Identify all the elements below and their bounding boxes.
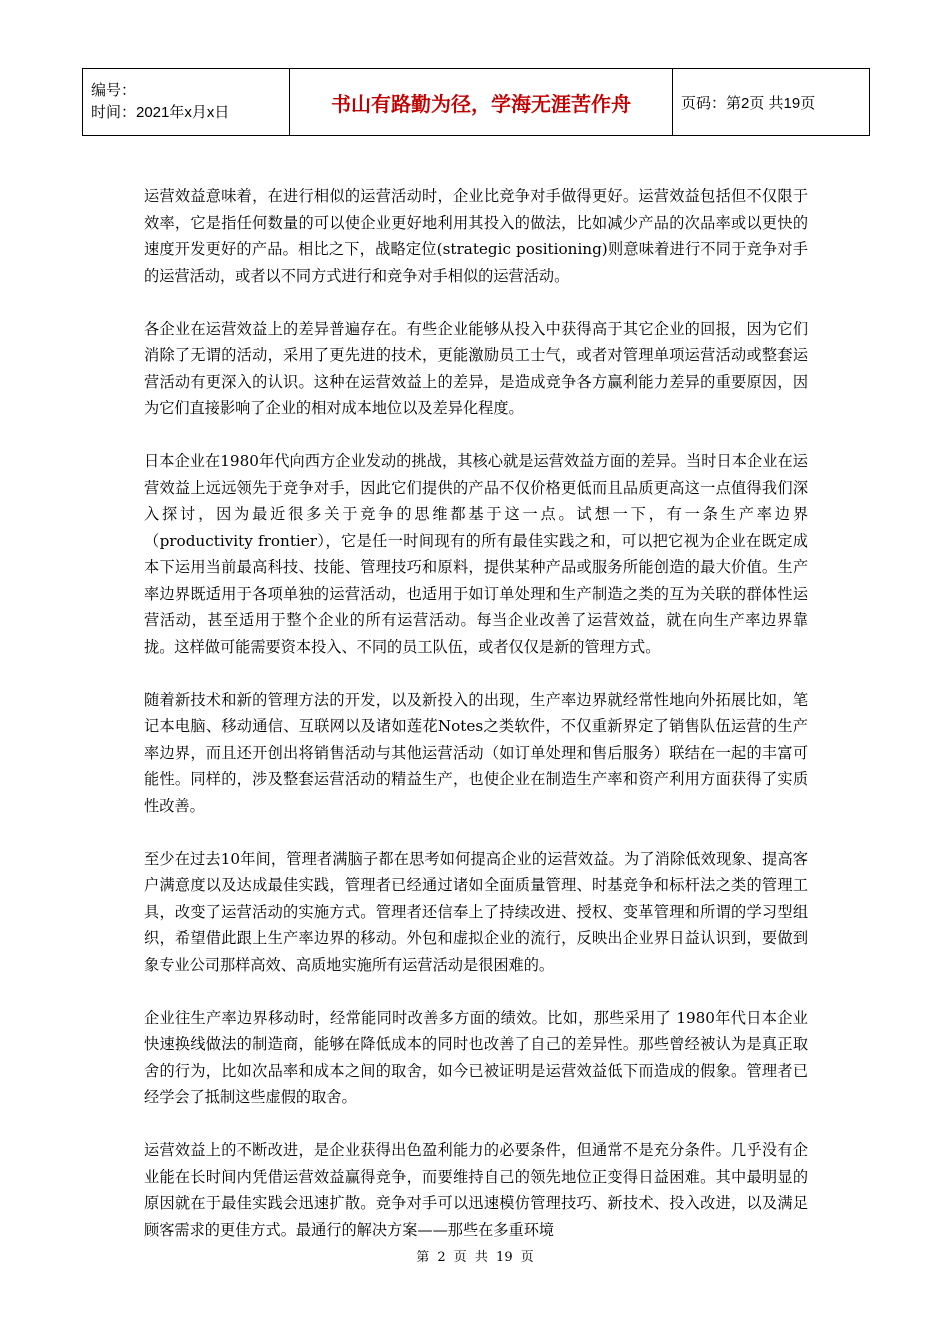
paragraph: 随着新技术和新的管理方法的开发，以及新投入的出现，生产率边界就经常性地向外拓展比如，笔记本电脑、移动通信、互联网以及诸如莲花Notes之类软件，不仅重新界定了销售队伍运营的生产率边界，而且还开创出将销售活动与其他运营活动（如订单处理和售后服务）联结在一起的丰富可能性。同样的，涉及整套运营活动的精益生产，也使企业在制造生产率和资产利用方面获得了实质性改善。 bbox=[144, 690, 808, 815]
paragraph: 各企业在运营效益上的差异普遍存在。有些企业能够从投入中获得高于其它企业的回报，因为它们消除了无谓的活动，采用了更先进的技术，更能激励员工士气，或者对管理单项运营活动或整套运营活动有更深入的认识。这种在运营效益上的差异，是造成竞争各方赢利能力差异的重要原因，因为它们直接影响了企业的相对成本地位以及差异化程度。 bbox=[144, 319, 808, 417]
header-meta-cell bbox=[83, 69, 290, 136]
page-footer: 第 2 页 共 19 页 bbox=[416, 1250, 534, 1265]
document-body bbox=[144, 183, 808, 1270]
header-motto: 书山有路勤为径，学海无涯苦作舟 bbox=[290, 69, 673, 136]
document-header bbox=[82, 68, 870, 136]
document-number-label: 编号： bbox=[91, 82, 137, 99]
header-page-info: 页码：第2页 共19页 bbox=[673, 69, 870, 136]
paragraph: 运营效益意味着，在进行相似的运营活动时，企业比竞争对手做得更好。运营效益包括但不仅限于效率，它是指任何数量的可以使企业更好地利用其投入的做法，比如减少产品的次品率或以更快的速度开发更好的产品。相比之下，战略定位(strategic positioning)则意味着进行不同于竞争对手的运营活动，或者以不同方式进行和竞争对手相似的运营活动。 bbox=[144, 187, 808, 285]
paragraph: 运营效益上的不断改进，是企业获得出色盈利能力的必要条件，但通常不是充分条件。几乎没有企业能在长时间内凭借运营效益赢得竞争，而要维持自己的领先地位正变得日益困难。其中最明显的原因就在于最佳实践会迅速扩散。竞争对手可以迅速模仿管理技巧、新技术、投入改进，以及满足顾客需求的更佳方式。最通行的解决方案——那些在多重环境 bbox=[144, 1141, 808, 1239]
document-time-label: 时间：2021年x月x日 bbox=[91, 104, 230, 121]
paragraph: 日本企业在1980年代向西方企业发动的挑战，其核心就是运营效益方面的差异。当时日本企业在运营效益上远远领先于竞争对手，因此它们提供的产品不仅价格更低而且品质更高这一点值得我们深入探讨，因为最近很多关于竞争的思维都基于这一点。试想一下，有一条生产率边界（productivity frontier），它是任一时间现有的所有最佳实践之和，可以把它视为企业在既定成本下运用当前最高科技、技能、管理技巧和原料，提供某种产品或服务所能创造的最大价值。生产率边界既适用于各项单独的运营活动，也适用于如订单处理和生产制造之类的互为关联的群体性运营活动，甚至适用于整个企业的所有运营活动。每当企业改善了运营效益，就在向生产率边界靠拢。这样做可能需要资本投入、不同的员工队伍，或者仅仅是新的管理方式。 bbox=[144, 452, 808, 656]
paragraph: 至少在过去10年间，管理者满脑子都在思考如何提高企业的运营效益。为了消除低效现象、提高客户满意度以及达成最佳实践，管理者已经通过诸如全面质量管理、时基竞争和标杆法之类的管理工具，改变了运营活动的实施方式。管理者还信奉上了持续改进、授权、变革管理和所谓的学习型组织，希望借此跟上生产率边界的移动。外包和虚拟企业的流行，反映出企业界日益认识到，要做到象专业公司那样高效、高质地实施所有运营活动是很困难的。 bbox=[144, 849, 808, 974]
paragraph: 企业往生产率边界移动时，经常能同时改善多方面的绩效。比如，那些采用了 1980年代日本企业快速换线做法的制造商，能够在降低成本的同时也改善了自己的差异性。那些曾经被认为是真正取舍的行为，比如次品率和成本之间的取舍，如今已被证明是运营效益低下而造成的假象。管理者已经学会了抵制这些虚假的取舍。 bbox=[144, 1008, 808, 1106]
